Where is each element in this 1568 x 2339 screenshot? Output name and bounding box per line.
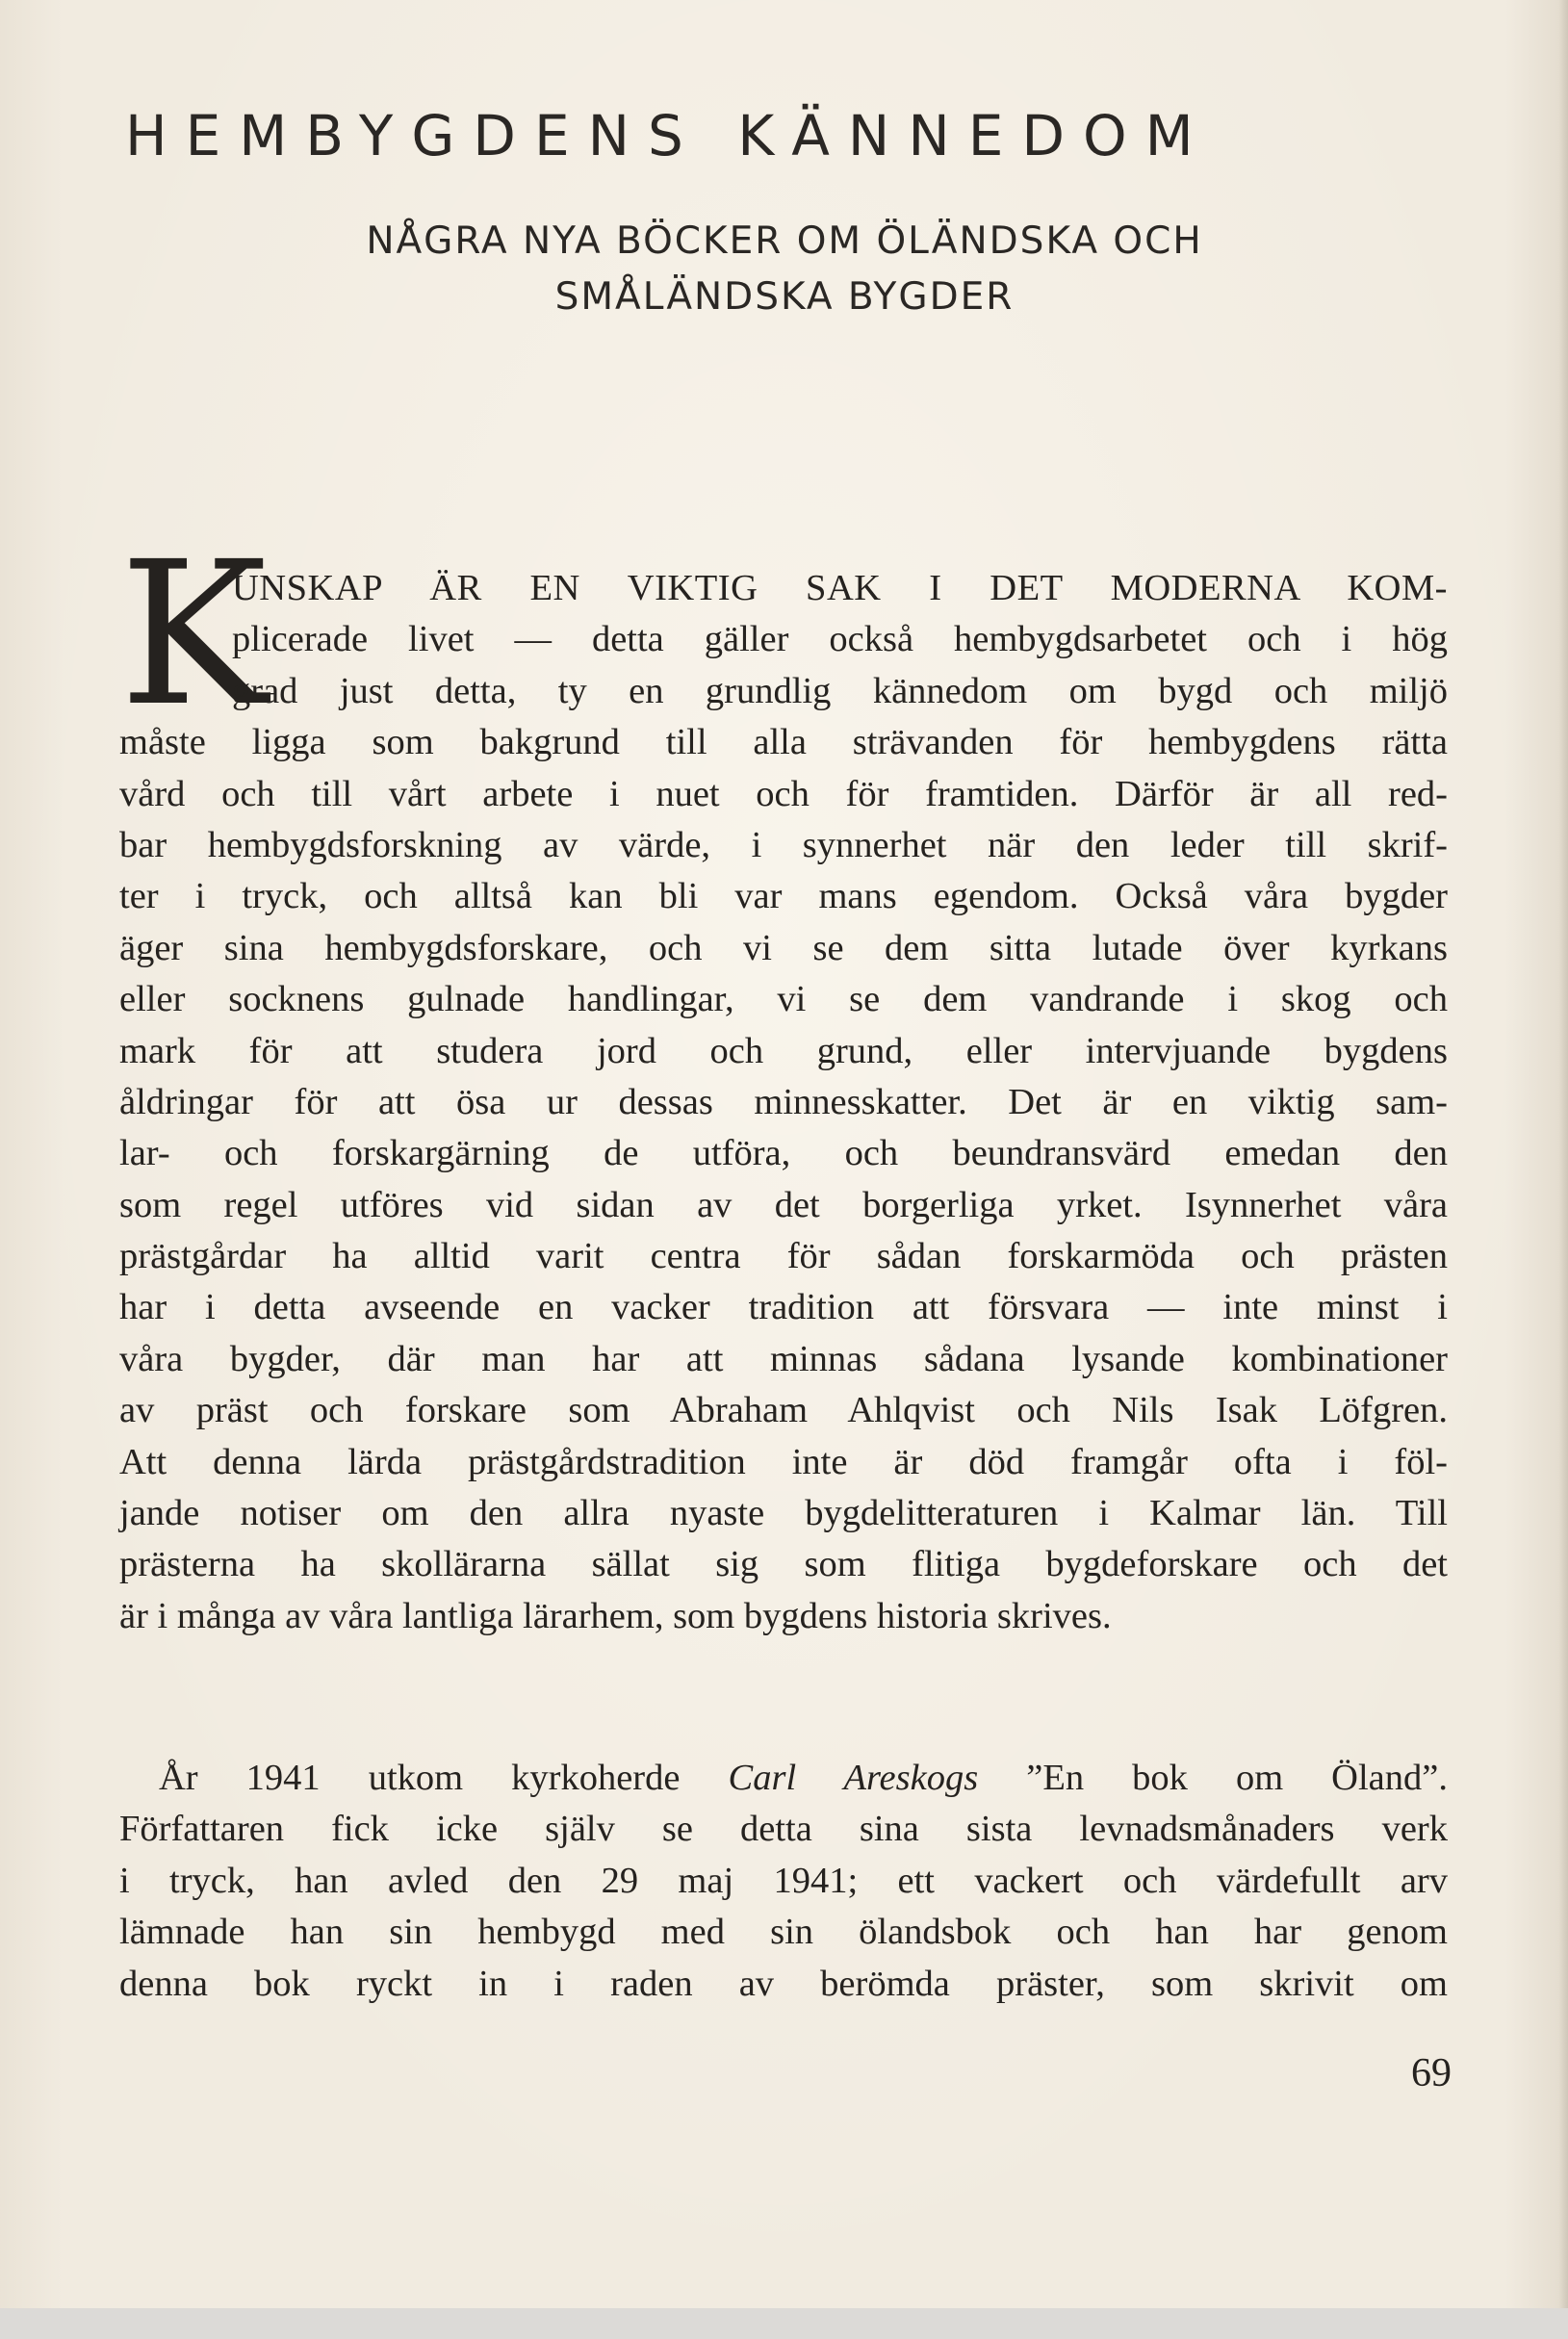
paragraph-line: vård och till vårt arbete i nuet och för framtiden. Därför är all red- xyxy=(119,773,1448,814)
text-segment: ”En bok om Öland”. xyxy=(978,1758,1448,1798)
paragraph-line: ter i tryck, och alltså kan bli var mans egendom. Också våra bygder xyxy=(119,876,1448,917)
paragraph-line: lämnade han sin hembygd med sin ölandsbok och han har genom xyxy=(119,1912,1448,1953)
drop-cap-letter: K xyxy=(119,519,268,750)
paragraph-line: äger sina hembygdsforskare, och vi se dem sitta lutade över kyrkans xyxy=(119,927,1448,968)
paragraph-line: UNSKAP ÄR EN VIKTIG SAK I DET MODERNA KOM- xyxy=(232,568,1448,608)
page-edge-shadow xyxy=(1558,0,1568,2308)
paragraph-line: i tryck, han avled den 29 maj 1941; ett vackert och värdefullt arv xyxy=(119,1860,1448,1901)
paragraph-line: åldringar för att ösa ur dessas minnesskatter. Det är en viktig sam- xyxy=(119,1081,1448,1122)
scan-bottom-margin xyxy=(0,2308,1568,2339)
page-number: 69 xyxy=(1411,2051,1452,2095)
paragraph-line-with-italic xyxy=(119,1753,1448,1804)
paragraph-line: Att denna lärda prästgårdstradition inte är död framgår ofta i föl- xyxy=(119,1441,1448,1482)
paragraph-line: mark för att studera jord och grund, eller intervjuande bygdens xyxy=(119,1030,1448,1071)
subtitle-line-1: NÅGRA NYA BÖCKER OM ÖLÄNDSKA OCH xyxy=(366,219,1203,263)
page-subtitle xyxy=(173,214,1396,325)
paragraph-line: måste ligga som bakgrund till alla strävanden för hembygdens rätta xyxy=(119,722,1448,763)
author-name-italic: Carl Areskogs xyxy=(728,1758,979,1798)
paragraph-line: plicerade livet — detta gäller också hembygdsarbetet och i hög xyxy=(232,619,1448,660)
paragraph-line: denna bok ryckt in i raden av berömda präster, som skrivit om xyxy=(119,1963,1448,2004)
paragraph-line: av präst och forskare som Abraham Ahlqvist och Nils Isak Löfgren. xyxy=(119,1390,1448,1431)
paragraph-line: har i detta avseende en vacker tradition att försvara — inte minst i xyxy=(119,1287,1448,1328)
paragraph-line: Författaren fick icke själv se detta sina sista levnadsmånaders verk xyxy=(119,1809,1448,1850)
paragraph-line: våra bygder, där man har att minnas sådana lysande kombinationer xyxy=(119,1338,1448,1379)
paragraph-line: prästerna ha skollärarna sällat sig som flitiga bygdeforskare och det xyxy=(119,1544,1448,1585)
text-segment: År 1941 utkom kyrkoherde xyxy=(159,1758,729,1798)
paragraph-line: jande notiser om den allra nyaste bygdelitteraturen i Kalmar län. Till xyxy=(119,1493,1448,1534)
paragraph-areskog xyxy=(119,1753,1448,2010)
paragraph-line: är i många av våra lantliga lärarhem, som bygdens historia skrives. xyxy=(119,1595,1112,1636)
page-title: HEMBYGDENS KÄNNEDOM xyxy=(125,103,1212,168)
paragraph-line: grad just detta, ty en grundlig kännedom om bygd och miljö xyxy=(232,670,1448,711)
subtitle-line-2: SMÅLÄNDSKA BYGDER xyxy=(554,275,1015,319)
paragraph-line: lar- och forskargärning de utföra, och beundransvärd emedan den xyxy=(119,1133,1448,1174)
paragraph-intro xyxy=(119,519,1448,1642)
paragraph-line: som regel utföres vid sidan av det borgerliga yrket. Isynnerhet våra xyxy=(119,1184,1448,1225)
paragraph-line: bar hembygdsforskning av värde, i synnerhet när den leder till skrif- xyxy=(119,824,1448,865)
paragraph-line: eller socknens gulnade handlingar, vi se dem vandrande i skog och xyxy=(119,979,1448,1020)
paragraph-line: prästgårdar ha alltid varit centra för sådan forskarmöda och prästen xyxy=(119,1236,1448,1277)
